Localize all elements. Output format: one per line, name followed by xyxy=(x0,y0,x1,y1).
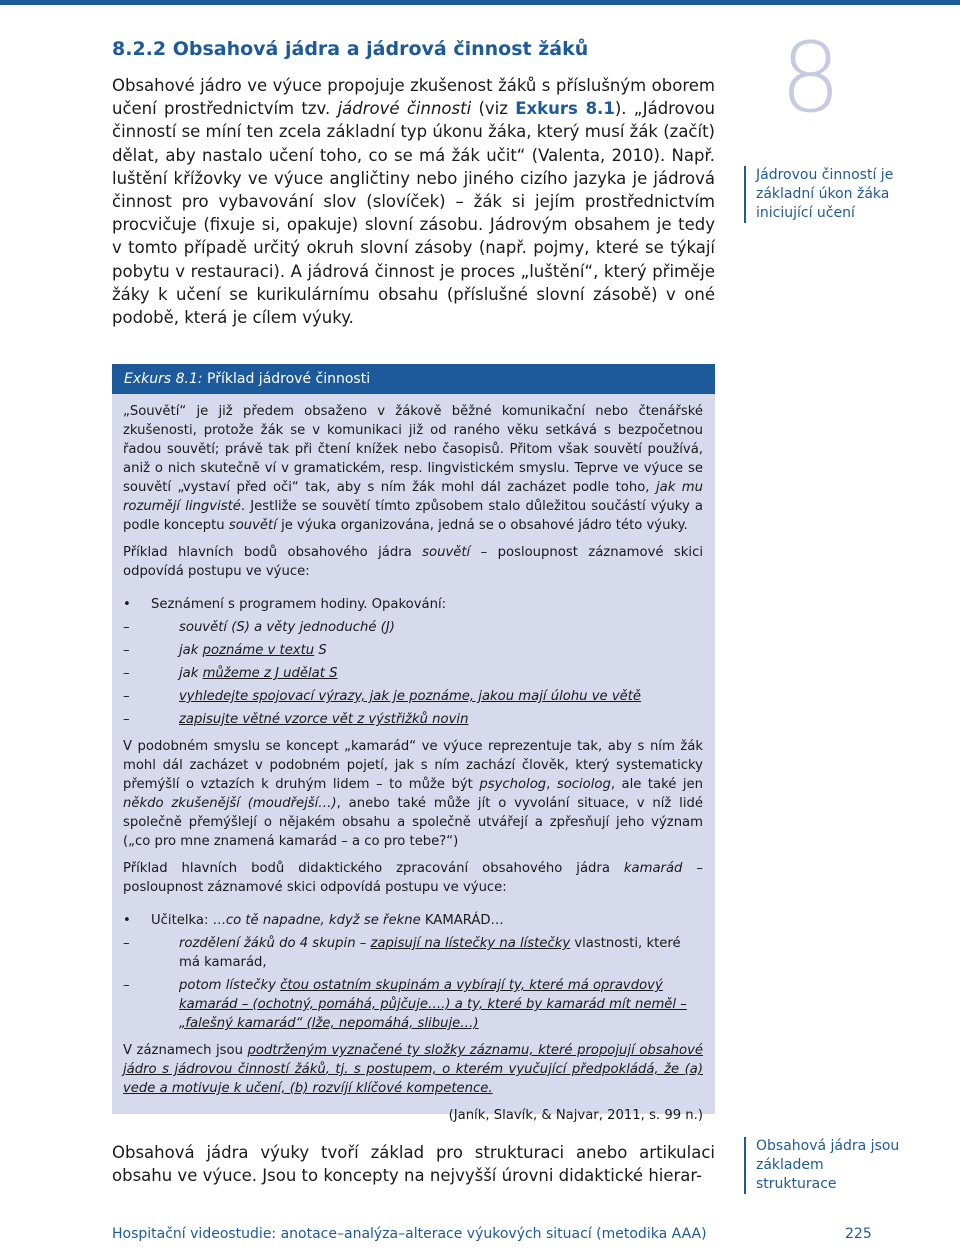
page-number: 225 xyxy=(845,1226,872,1242)
list-item: • Seznámení s programem hodiny. Opakování: xyxy=(123,597,447,612)
list-item: – jak poznáme v textu S xyxy=(123,643,327,658)
list-item: • Učitelka: …co tě napadne, když se řekne KAMARÁD… xyxy=(123,913,504,928)
excursus-reference[interactable]: Exkurs 8.1 xyxy=(515,99,615,119)
excursus-citation: (Janík, Slavík, & Najvar, 2011, s. 99 n.) xyxy=(448,1108,703,1123)
list-item: – rozdělení žáků do 4 skupin – zapisují na lístečky na lístečky vlastnosti, které má kamarád, xyxy=(123,936,681,970)
margin-note-core-activity: Jádrovou činností je základní úkon žáka iniciující učení xyxy=(744,166,906,223)
intro-paragraph: Obsahové jádro ve výuce propojuje zkušenost žáků s příslušným oborem učení prostřednictvím tzv. jádrové činnosti (viz Exkurs 8.1). „Jádrovou činností se míní ten zcela základní typ úkonu žáka, který musí žák (začít) dělat, aby nastalo učení toho, co se má žák učit“ (Valenta, 2010). Např. luštění křížovky ve výuce angličtiny nebo jiného cizího jazyka je jádrová činnost pro vybavování slov (slovíček) – žák si jejím prostřednictvím procvičuje (fixuje si, opakuje) slovní zásobu. Jádrovým obsahem je tedy v tomto případě určitý okruh slovní zásoby (např. pojmy, které se týkají pobytu v restauraci). A jádrová činnost je proces „luštění“, který přiměje žáky k učení se kurikulárnímu obsahu (příslušné slovní zásobě) v oné podobě, která je cílem výuky. xyxy=(112,76,715,328)
list-item: – jak můžeme z J udělat S xyxy=(123,666,338,681)
excursus-paragraph-3: V podobném smyslu se koncept „kamarád“ ve výuce reprezentuje tak, aby s ním žák mohl dál zacházet v podobném pojetí, jak s ním zachází člověk, který systematicky přemýšlí o vztazích k druhým lidem – to může být psycholog, sociolog, ale také jen někdo zkušenější (moudřejší…), anebo také může jít o vyvolání situace, v níž lidé společně přemýšlejí o nějakém obsahu a společně utvářejí a zpřesňují jeho význam („co pro mne znamená kamarád – a co pro tebe?“) xyxy=(123,739,703,849)
excursus-paragraph-4: Příklad hlavních bodů didaktického zpracování obsahového jádra kamarád – posloupnost záznamové skici odpovídá postupu ve výuce: xyxy=(123,861,704,895)
excursus-paragraph-5: V záznamech jsou podtrženým vyznačené ty složky záznamu, které propojují obsahové jádro s jádrovou činností žáků, tj. s postupem, o kterém vyučující předpokládá, že (a) vede a motivuje k učení, (b) rozvíjí klíčové kompetence. xyxy=(123,1043,704,1096)
excursus-paragraph-1: „Souvětí“ je již předem obsaženo v žákově běžné komunikační nebo čtenářské zkušenosti, protože žák se v komunikaci již od raného věku setkává s bezpočetnou řadou souvětí; právě tak při čtení knížek nebo časopisů. Přitom však souvětí používá, aniž o nich skutečně ví v gramatickém, resp. lingvistickém smyslu. Teprve ve výuce se souvětí „vystaví před oči“ tak, aby s ním žák mohl dál zacházet podle toho, jak mu rozumějí lingvisté. Jestliže se souvětí tímto způsobem stalo důležitou součástí výuky a podle konceptu souvětí je výuka organizována, jedná se o obsahové jádro této výuky. xyxy=(123,404,704,533)
list-item: – souvětí (S) a věty jednoduché (J) xyxy=(123,620,395,635)
excursus-paragraph-2: Příklad hlavních bodů obsahového jádra souvětí – posloupnost záznamové skici odpovídá postupu ve výuce: xyxy=(123,545,703,579)
top-accent-bar xyxy=(0,0,960,5)
section-heading: 8.2.2 Obsahová jádra a jádrová činnost žáků xyxy=(112,38,589,60)
margin-note-structure: Obsahová jádra jsou základem strukturace xyxy=(744,1137,906,1194)
outro-paragraph: Obsahová jádra výuky tvoří základ pro strukturaci anebo artikulaci obsahu ve výuce. Jsou to koncepty na nejvyšší úrovni didaktické hierar- xyxy=(112,1143,715,1186)
list-item: – vyhledejte spojovací výrazy, jak je poznáme, jakou mají úlohu ve větě xyxy=(123,689,642,704)
chapter-number: 8 xyxy=(780,22,842,134)
sentence-outline-list xyxy=(123,595,703,729)
excursus-box xyxy=(112,394,715,1123)
list-item: – zapisujte větné vzorce vět z výstřižků novin xyxy=(123,712,469,727)
excursus-header: Exkurs 8.1: Příklad jádrové činnosti xyxy=(112,364,715,394)
list-item: – potom lístečky čtou ostatním skupinám a vybírají ty, které má opravdový kamarád – (ochotný, pomáhá, půjčuje….) a ty, které by kamarád mít neměl – „falešný kamarád“ (lže, nepomáhá, slibuje…) xyxy=(123,978,687,1031)
running-footer: Hospitační videostudie: anotace–analýza–alterace výukových situací (metodika AAA) xyxy=(112,1226,707,1242)
friend-outline-list xyxy=(123,911,703,1033)
